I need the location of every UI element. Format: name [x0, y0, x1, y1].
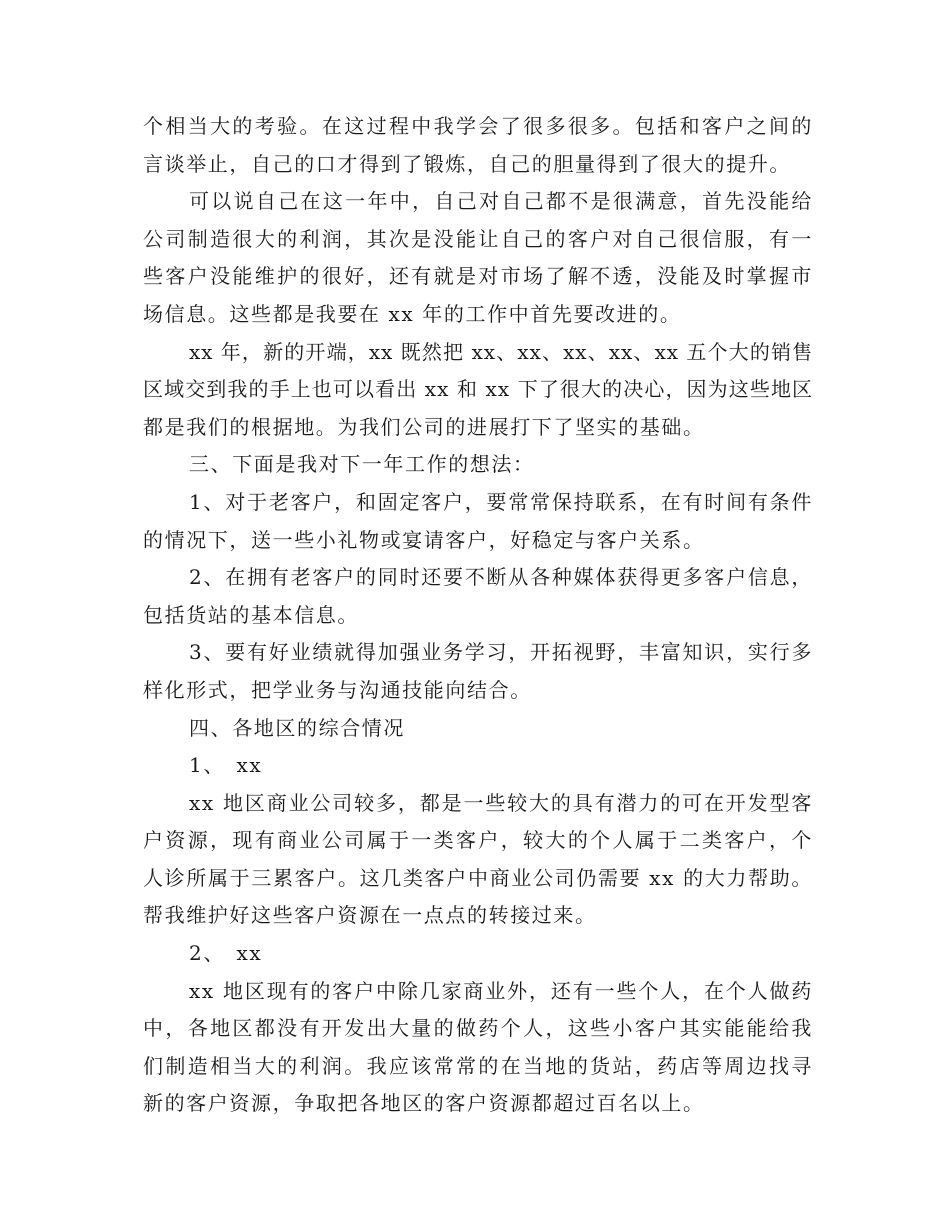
text-line: 们制造相当大的利润。我应该常常的在当地的货站，药店等周边找寻: [143, 1053, 813, 1078]
text-line: 个相当大的考验。在这过程中我学会了很多很多。包括和客户之间的: [143, 114, 813, 138]
text-line: 户资源，现有商业公司属于一类客户，较大的个人属于二类客户，个: [143, 828, 813, 853]
text-line: 2、在拥有老客户的同时还要不断从各种媒体获得更多客户信息，: [189, 565, 813, 590]
text-line: 言谈举止，自己的口才得到了锻炼，自己的胆量得到了很大的提升。: [143, 151, 791, 176]
document-body: [143, 108, 813, 1123]
text-line: 帮我维护好这些客户资源在一点点的转接过来。: [143, 903, 597, 928]
text-line: 包括货站的基本信息。: [143, 602, 359, 627]
text-line: 四、各地区的综合情况: [189, 715, 405, 740]
text-line: 可以说自己在这一年中，自己对自己都不是很满意，首先没能给: [189, 189, 813, 214]
text-line: 1、对于老客户，和固定客户，要常常保持联系，在有时间有条件: [189, 489, 813, 514]
text-line: 三、下面是我对下一年工作的想法：: [189, 452, 535, 477]
text-line: 区域交到我的手上也可以看出 xx 和 xx 下了很大的决心，因为这些地区: [143, 377, 814, 402]
text-line: 中，各地区都没有开发出大量的做药个人，这些小客户其实能能给我: [143, 1016, 813, 1041]
text-line: 样化形式，把学业务与沟通技能向结合。: [143, 677, 532, 702]
text-line: 1、 xx: [189, 753, 263, 778]
text-line: 新的客户资源，争取把各地区的客户资源都超过百名以上。: [143, 1091, 705, 1116]
text-line: 公司制造很大的利润，其次是没能让自己的客户对自己很信服，有一: [143, 226, 813, 251]
text-line: 些客户没能维护的很好，还有就是对市场了解不透，没能及时掌握市: [143, 264, 813, 289]
text-line: 2、 xx: [189, 941, 263, 966]
text-line: 3、要有好业绩就得加强业务学习，开拓视野，丰富知识，实行多: [189, 640, 813, 665]
text-line: xx 地区现有的客户中除几家商业外，还有一些个人，在个人做药: [189, 978, 813, 1003]
text-line: 的情况下，送一些小礼物或宴请客户，好稳定与客户关系。: [143, 527, 705, 552]
text-line: 都是我们的根据地。为我们公司的进展打下了坚实的基础。: [143, 414, 705, 439]
text-line: 人诊所属于三累客户。这几类客户中商业公司仍需要 xx 的大力帮助。: [143, 865, 813, 890]
text-line: xx 地区商业公司较多，都是一些较大的具有潜力的可在开发型客: [189, 790, 813, 815]
text-line: xx 年，新的开端，xx 既然把 xx、xx、xx、xx、xx 五个大的销售: [189, 339, 813, 364]
text-line: 场信息。这些都是我要在 xx 年的工作中首先要改进的。: [143, 301, 682, 326]
